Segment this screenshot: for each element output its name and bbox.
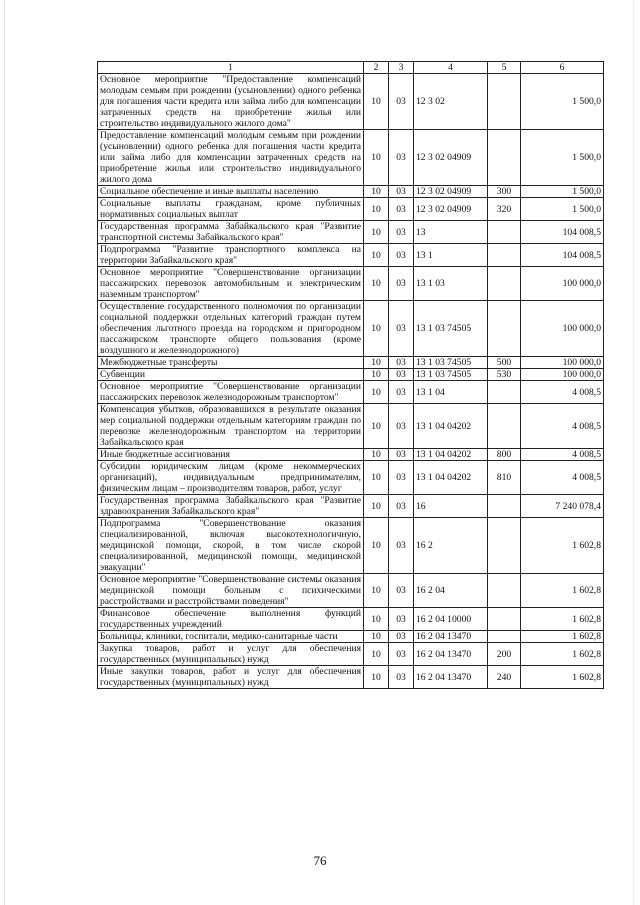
item-name: Основное мероприятие "Совершенствование организации пассажирских перевозок железнодорожным транспортом" [98,381,364,404]
subsection-code: 03 [389,267,414,301]
expense-type-code [488,574,521,608]
table-row [98,404,604,449]
section-code: 10 [364,574,389,608]
amount: 1 500,0 [521,198,604,221]
subsection-code: 03 [389,449,414,461]
subsection-code: 03 [389,186,414,198]
expense-type-code: 240 [488,666,521,689]
subsection-code: 03 [389,381,414,404]
amount: 7 240 078,4 [521,495,604,518]
table-row [98,631,604,643]
item-name: Подпрограмма "Совершенствование оказания специализированной, включая высокотехнологичную, медицинской помощи, скорой, в том числе скорой специализированной, медицинской помощи, медицинской эвакуации" [98,518,364,574]
table-row [98,666,604,689]
section-code: 10 [364,369,389,381]
expense-type-code [488,631,521,643]
subsection-code: 03 [389,643,414,666]
subsection-code: 03 [389,130,414,186]
expense-type-code [488,267,521,301]
table-row [98,369,604,381]
table-row [98,574,604,608]
item-name: Государственная программа Забайкальского края "Развитие транспортной системы Забайкальского края" [98,221,364,244]
item-name: Осуществление государственного полномочия по организации социальной поддержки отдельных категорий граждан путем обеспечения льготного проезда на городском и пригородном пассажирском транспорте общего пользования (кроме воздушного и железнодорожного) [98,301,364,357]
amount: 1 500,0 [521,186,604,198]
section-code: 10 [364,608,389,631]
target-article-code: 16 2 04 13470 [414,643,488,666]
table-row [98,381,604,404]
section-code: 10 [364,221,389,244]
subsection-code: 03 [389,495,414,518]
item-name: Иные бюджетные ассигнования [98,449,364,461]
subsection-code: 03 [389,369,414,381]
item-name: Подпрограмма "Развитие транспортного комплекса на территории Забайкальского края" [98,244,364,267]
section-code: 10 [364,130,389,186]
item-name: Закупка товаров, работ и услуг для обеспечения государственных (муниципальных) нужд [98,643,364,666]
target-article-code: 16 2 04 [414,574,488,608]
amount: 1 602,8 [521,631,604,643]
target-article-code: 13 1 03 74505 [414,301,488,357]
section-code: 10 [364,244,389,267]
target-article-code: 16 2 04 13470 [414,631,488,643]
expense-type-code [488,74,521,130]
expense-type-code: 810 [488,461,521,495]
target-article-code: 13 1 [414,244,488,267]
subsection-code: 03 [389,74,414,130]
item-name: Основное мероприятие "Совершенствование организации пассажирских перевозок автомобильным и электрическим наземным транспортом" [98,267,364,301]
table-row [98,301,604,357]
target-article-code: 12 3 02 04909 [414,130,488,186]
target-article-code: 12 3 02 04909 [414,198,488,221]
item-name: Основное мероприятие "Предоставление компенсаций молодым семьям при рождении (усыновлении) одного ребенка для погашения части кредита или займа либо для компенсации затраченных средств на приобретение жилья или строительство индивидуального жилого дома" [98,74,364,130]
expense-type-code [488,301,521,357]
column-header: 3 [389,62,414,74]
amount: 100 000,0 [521,357,604,369]
section-code: 10 [364,631,389,643]
target-article-code: 12 3 02 04909 [414,186,488,198]
table-row [98,221,604,244]
target-article-code: 13 1 03 74505 [414,369,488,381]
amount: 4 008,5 [521,381,604,404]
item-name: Социальные выплаты гражданам, кроме публичных нормативных социальных выплат [98,198,364,221]
expense-type-code [488,130,521,186]
expense-type-code [488,495,521,518]
target-article-code: 13 1 04 [414,381,488,404]
amount: 1 602,8 [521,574,604,608]
item-name: Предоставление компенсаций молодым семьям при рождении (усыновлении) одного ребенка для погашения части кредита или займа либо для компенсации затраченных средств на приобретение жилья или строительство индивидуального жилого дома [98,130,364,186]
scan-edge [4,0,5,905]
subsection-code: 03 [389,301,414,357]
item-name: Межбюджетные трансферты [98,357,364,369]
table-row [98,495,604,518]
subsection-code: 03 [389,518,414,574]
expense-type-code: 300 [488,186,521,198]
amount: 1 602,8 [521,666,604,689]
target-article-code: 13 1 04 04202 [414,404,488,449]
section-code: 10 [364,267,389,301]
section-code: 10 [364,198,389,221]
item-name: Государственная программа Забайкальского края "Развитие здравоохранения Забайкальского края" [98,495,364,518]
table-row [98,461,604,495]
item-name: Основное мероприятие "Совершенствование системы оказания медицинской помощи больным с психическими расстройствами и расстройствами поведения" [98,574,364,608]
item-name: Компенсация убытков, образовавшихся в результате оказания мер социальной поддержки отдельным категориям граждан по перевозке железнодорожным транспортом на территории Забайкальского края [98,404,364,449]
amount: 4 008,5 [521,449,604,461]
table-body [98,74,604,689]
expense-type-code: 500 [488,357,521,369]
target-article-code: 16 2 04 13470 [414,666,488,689]
item-name: Субсидии юридическим лицам (кроме некоммерческих организаций), индивидуальным предпринимателям, физическим лицам – производителям товаров, работ, услуг [98,461,364,495]
table-row [98,130,604,186]
subsection-code: 03 [389,244,414,267]
section-code: 10 [364,518,389,574]
budget-table [97,61,604,689]
expense-type-code [488,608,521,631]
expense-type-code [488,221,521,244]
subsection-code: 03 [389,666,414,689]
expense-type-code [488,404,521,449]
item-name: Субвенции [98,369,364,381]
subsection-code: 03 [389,357,414,369]
header-row [98,62,604,74]
target-article-code: 13 1 04 04202 [414,449,488,461]
subsection-code: 03 [389,198,414,221]
section-code: 10 [364,666,389,689]
subsection-code: 03 [389,221,414,244]
amount: 100 000,0 [521,267,604,301]
column-header: 1 [98,62,364,74]
subsection-code: 03 [389,608,414,631]
amount: 1 500,0 [521,130,604,186]
target-article-code: 12 3 02 [414,74,488,130]
amount: 1 602,8 [521,518,604,574]
table-row [98,198,604,221]
amount: 104 008,5 [521,244,604,267]
target-article-code: 13 1 04 04202 [414,461,488,495]
item-name: Иные закупки товаров, работ и услуг для обеспечения государственных (муниципальных) нужд [98,666,364,689]
amount: 1 602,8 [521,643,604,666]
column-header: 2 [364,62,389,74]
section-code: 10 [364,643,389,666]
amount: 100 000,0 [521,369,604,381]
table-row [98,608,604,631]
page-number: 76 [313,853,327,868]
target-article-code: 13 1 03 74505 [414,357,488,369]
amount: 100 000,0 [521,301,604,357]
amount: 1 602,8 [521,608,604,631]
section-code: 10 [364,404,389,449]
section-code: 10 [364,74,389,130]
amount: 1 500,0 [521,74,604,130]
column-header: 6 [521,62,604,74]
expense-type-code: 200 [488,643,521,666]
section-code: 10 [364,186,389,198]
section-code: 10 [364,461,389,495]
expense-type-code: 530 [488,369,521,381]
section-code: 10 [364,449,389,461]
subsection-code: 03 [389,461,414,495]
section-code: 10 [364,357,389,369]
table-row [98,244,604,267]
table-row [98,357,604,369]
item-name: Социальное обеспечение и иные выплаты населению [98,186,364,198]
target-article-code: 13 [414,221,488,244]
subsection-code: 03 [389,574,414,608]
table-row [98,643,604,666]
expense-type-code [488,381,521,404]
expense-type-code: 800 [488,449,521,461]
amount: 104 008,5 [521,221,604,244]
subsection-code: 03 [389,631,414,643]
item-name: Финансовое обеспечение выполнения функций государственных учреждений [98,608,364,631]
item-name: Больницы, клиники, госпитали, медико-санитарные части [98,631,364,643]
section-code: 10 [364,495,389,518]
amount: 4 008,5 [521,404,604,449]
target-article-code: 13 1 03 [414,267,488,301]
target-article-code: 16 2 [414,518,488,574]
expense-type-code: 320 [488,198,521,221]
table-row [98,267,604,301]
table-row [98,186,604,198]
column-header: 5 [488,62,521,74]
subsection-code: 03 [389,404,414,449]
expense-type-code [488,244,521,267]
table-row [98,74,604,130]
target-article-code: 16 2 04 10000 [414,608,488,631]
table-row [98,518,604,574]
section-code: 10 [364,381,389,404]
target-article-code: 16 [414,495,488,518]
amount: 4 008,5 [521,461,604,495]
scan-edge [633,0,634,905]
column-header: 4 [414,62,488,74]
expense-type-code [488,518,521,574]
section-code: 10 [364,301,389,357]
table-row [98,449,604,461]
